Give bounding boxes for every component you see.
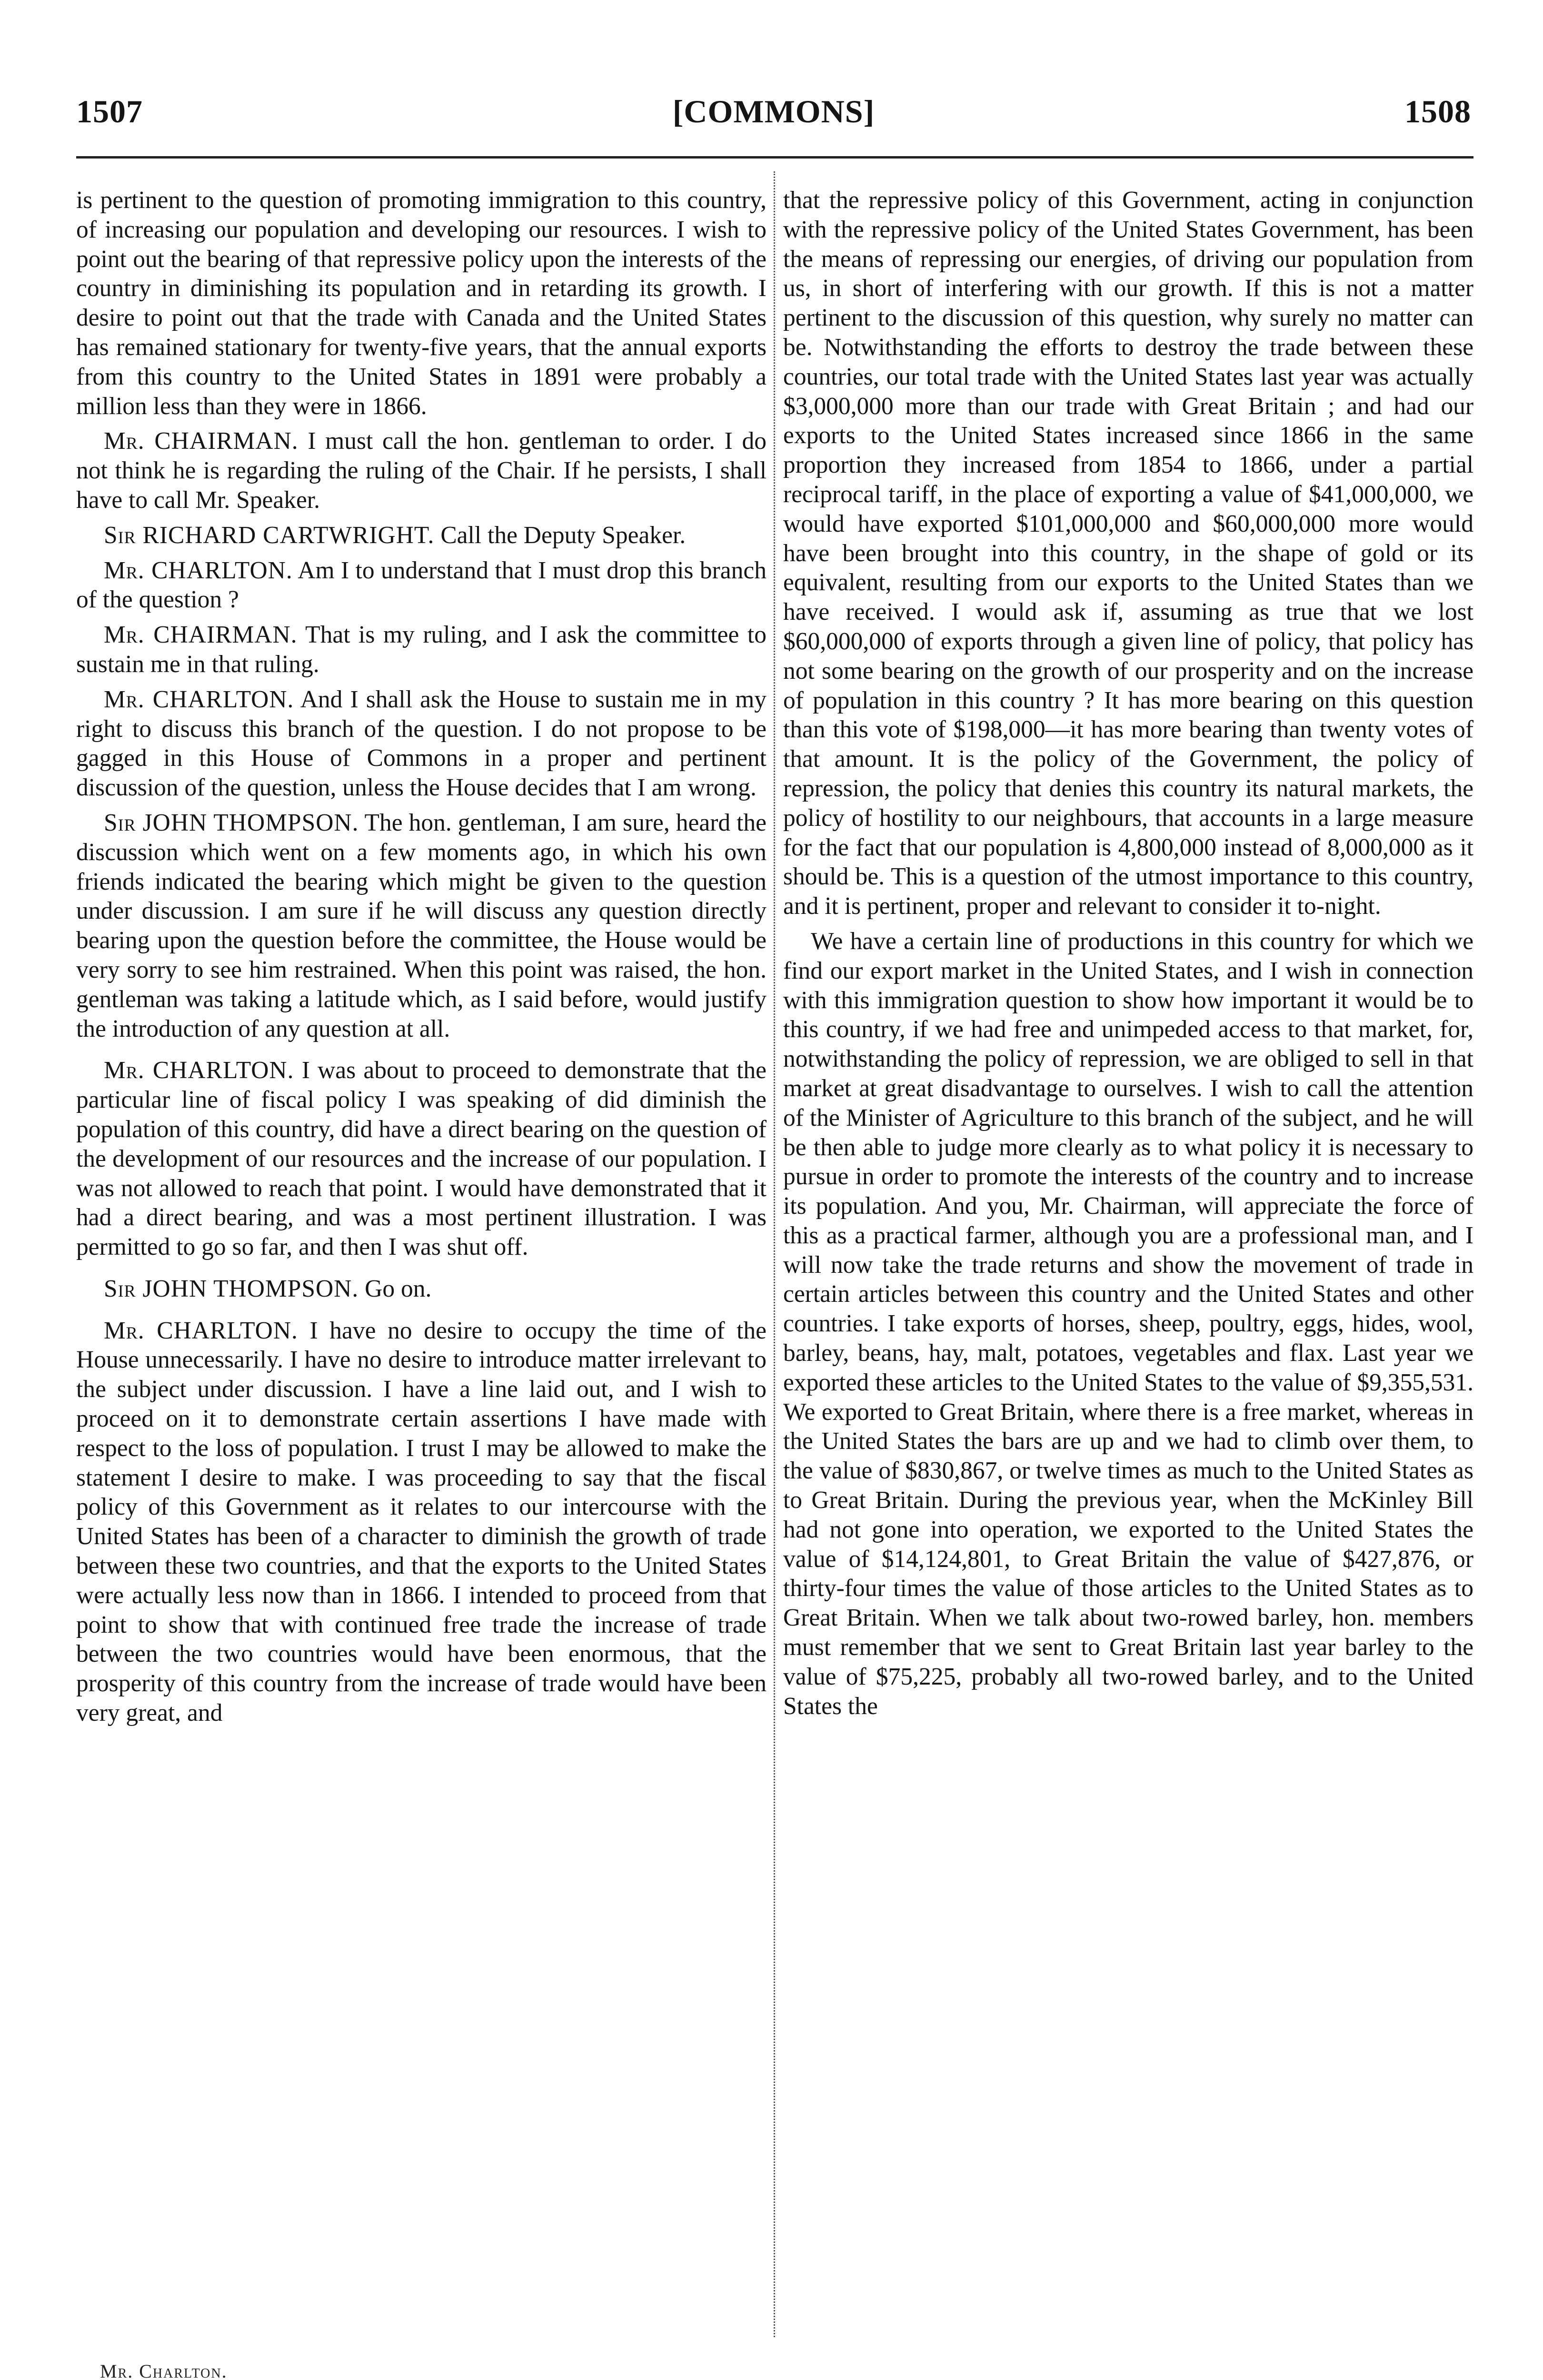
page-title: [COMMONS] — [672, 93, 875, 129]
left-paragraph-9 — [76, 1274, 767, 1304]
speaker-name: Mr. CHARLTON. — [104, 685, 294, 713]
right-paragraph-2-text: We have a certain line of productions in this country for which we find our export market in the United States, and I wish in connection with this immigration question to show how important it would be to this country, if we had free and unimpeded access to that market, for, notwithstanding the policy of repression, we are obliged to sell in that market at great disadvantage to ourselves. I wish to call the attention of the Minister of Agriculture to this branch of the subject, and he will be then able to judge more clearly as to what policy it is necessary to pursue in order to promote the interests of the country and to increase its population. And you, Mr. Chairman, will appreciate the force of this as a practical farmer, although you are a professional man, and I will now take the trade returns and show the movement of trade in certain articles between this country and the United States and other countries. I take exports of horses, sheep, poultry, eggs, hides, wool, barley, beans, hay, malt, potatoes, vegetables and flax. Last year we exported these articles to the United States to the value of $9,355,531. We exported to Great Britain, where there is a free market, whereas in the United States the bars are up and we had to climb over them, to the value of $830,867, or twelve times as much to the United States as to Great Britain. During the previous year, when the McKinley Bill had not gone into operation, we exported to the United States the value of $14,124,801, to Great Britain the value of $427,876, or thirty-four times the value of those articles to the United States as to Great Britain. When we talk about two-rowed barley, hon. members must remember that we sent to Great Britain last year barley to the value of $75,225, probably all two-rowed barley, and to the United States the — [783, 927, 1473, 1720]
speaker-name: Sir JOHN THOMPSON. — [104, 1275, 359, 1302]
page-header — [76, 93, 1471, 136]
header-rule — [76, 156, 1473, 159]
left-paragraph-1-text: is pertinent to the question of promoting immigration to this country, of increasing our population and developing our resources. I wish to point out the bearing of that repressive policy upon the interests of the country in diminishing its population and in retarding its growth. I desire to point out that the trade with Canada and the United States has remained stationary for twenty-five years, that the annual exports from this country to the United States in 1891 were probably a million less than they were in 1866. — [76, 187, 767, 420]
left-paragraph-1 — [76, 186, 767, 421]
speech-text: I have no desire to occupy the time of the House unnecessarily. I have no desire to introduce matter irrelevant to the subject under discussion. I have a line laid out, and I wish to proceed on it to demonstrate certain assertions I have made with respect to the loss of population. I trust I may be allowed to make the statement I desire to make. I was proceeding to say that the fiscal policy of this Government as it relates to our intercourse with the United States has been of a character to diminish the growth of trade between these two countries, and that the exports to the United States were actually less now than in 1866. I intended to proceed from that point to show that with continued free trade the increase of trade between the two countries would have been enormous, that the prosperity of this country from the increase of trade would have been very great, and — [76, 1317, 767, 1727]
speaker-name: Sir RICHARD CARTWRIGHT. — [104, 521, 435, 549]
right-paragraph-1 — [783, 186, 1473, 921]
speaker-name: Mr. CHAIRMAN. — [104, 427, 299, 455]
speech-text: Call the Deputy Speaker. — [440, 521, 686, 549]
left-paragraph-4 — [76, 556, 767, 615]
speech-text: Am I to understand that I must drop this branch of the question ? — [76, 556, 767, 614]
left-paragraph-2 — [76, 426, 767, 515]
speaker-name: Mr. CHARLTON. — [104, 1057, 294, 1084]
right-page-number: 1508 — [1404, 93, 1471, 129]
left-paragraph-3 — [76, 521, 767, 550]
speech-text: The hon. gentleman, I am sure, heard the discussion which went on a few moments ago, in which his own friends indicated the bearing which might be given to the question under discussion. I am sure if he will discuss any question directly bearing upon the question before the committee, the House would be very sorry to see him restrained. When this point was raised, the hon. gentleman was taking a latitude which, as I said before, would justify the introduction of any question at all. — [76, 809, 767, 1042]
left-text-column — [76, 186, 767, 2366]
speaker-name: Mr. CHARLTON. — [104, 1317, 298, 1344]
speaker-name: Sir JOHN THOMPSON. — [104, 809, 359, 836]
speaker-name: Mr. CHAIRMAN. — [104, 621, 298, 649]
speech-text: I must call the hon. gentleman to order. I do not think he is regarding the ruling of the Chair. If he persists, I shall have to call Mr. Speaker. — [76, 427, 767, 514]
right-paragraph-2 — [783, 927, 1473, 1721]
left-paragraph-10 — [76, 1316, 767, 1728]
speech-text: That is my ruling, and I ask the committee to sustain me in that ruling. — [76, 621, 767, 678]
right-paragraph-1-text: that the repressive policy of this Government, acting in conjunction with the repressive policy of the United States Government, has been the means of repressing our energies, of driving our population from us, in short of interfering with our growth. If this is not a matter pertinent to the discussion of this question, why surely no matter can be. Notwithstanding the efforts to destroy the trade between these countries, our total trade with the United States last year was actually $3,000,000 more than our trade with Great Britain ; and had our exports to the United States increased since 1866 in the same proportion they increased from 1854 to 1866, under a partial reciprocal tariff, in the place of exporting a value of $41,000,000, we would have exported $101,000,000 and $60,000,000 more would have been brought into this country, in the shape of gold or its equivalent, resulting from our exports to the United States than we have received. I would ask if, assuming as true that we lost $60,000,000 of exports through a given line of policy, that policy has not some bearing on the growth of our prosperity and on the increase of population in this country ? It has more bearing on this question than this vote of $198,000—it has more bearing than twenty votes of that amount. It is the policy of the Government, the policy of repression, the policy that denies this country its natural markets, the policy of hostility to our neighbours, that accounts in a large measure for the fact that our population is 4,800,000 instead of 8,000,000 as it should be. This is a question of the utmost importance to this country, and it is pertinent, proper and relevant to consider it to-night. — [783, 187, 1473, 920]
column-divider — [774, 171, 775, 2337]
left-paragraph-7 — [76, 808, 767, 1043]
speech-text: And I shall ask the House to sustain me in my right to discuss this branch of the question. I do not propose to be gagged in this House of Commons in a proper and pertinent discussion of the question, unless the House decides that I am wrong. — [76, 685, 767, 802]
left-page-number: 1507 — [76, 93, 143, 129]
speech-text: Go on. — [365, 1275, 432, 1302]
speaker-name: Mr. CHARLTON. — [104, 556, 293, 584]
right-text-column — [783, 186, 1473, 2366]
left-paragraph-5 — [76, 620, 767, 679]
footer-speaker: Mr. Charlton. — [100, 2360, 228, 2380]
speech-text: I was about to proceed to demonstrate that the particular line of fiscal policy I was speaking of did diminish the population of this country, did have a direct bearing on the question of the development of our resources and the increase of our population. I was not allowed to reach that point. I would have demonstrated that it had a direct bearing, and was a most pertinent illustration. I was permitted to go so far, and then I was shut off. — [76, 1057, 767, 1261]
left-paragraph-8 — [76, 1056, 767, 1262]
left-paragraph-6 — [76, 685, 767, 803]
